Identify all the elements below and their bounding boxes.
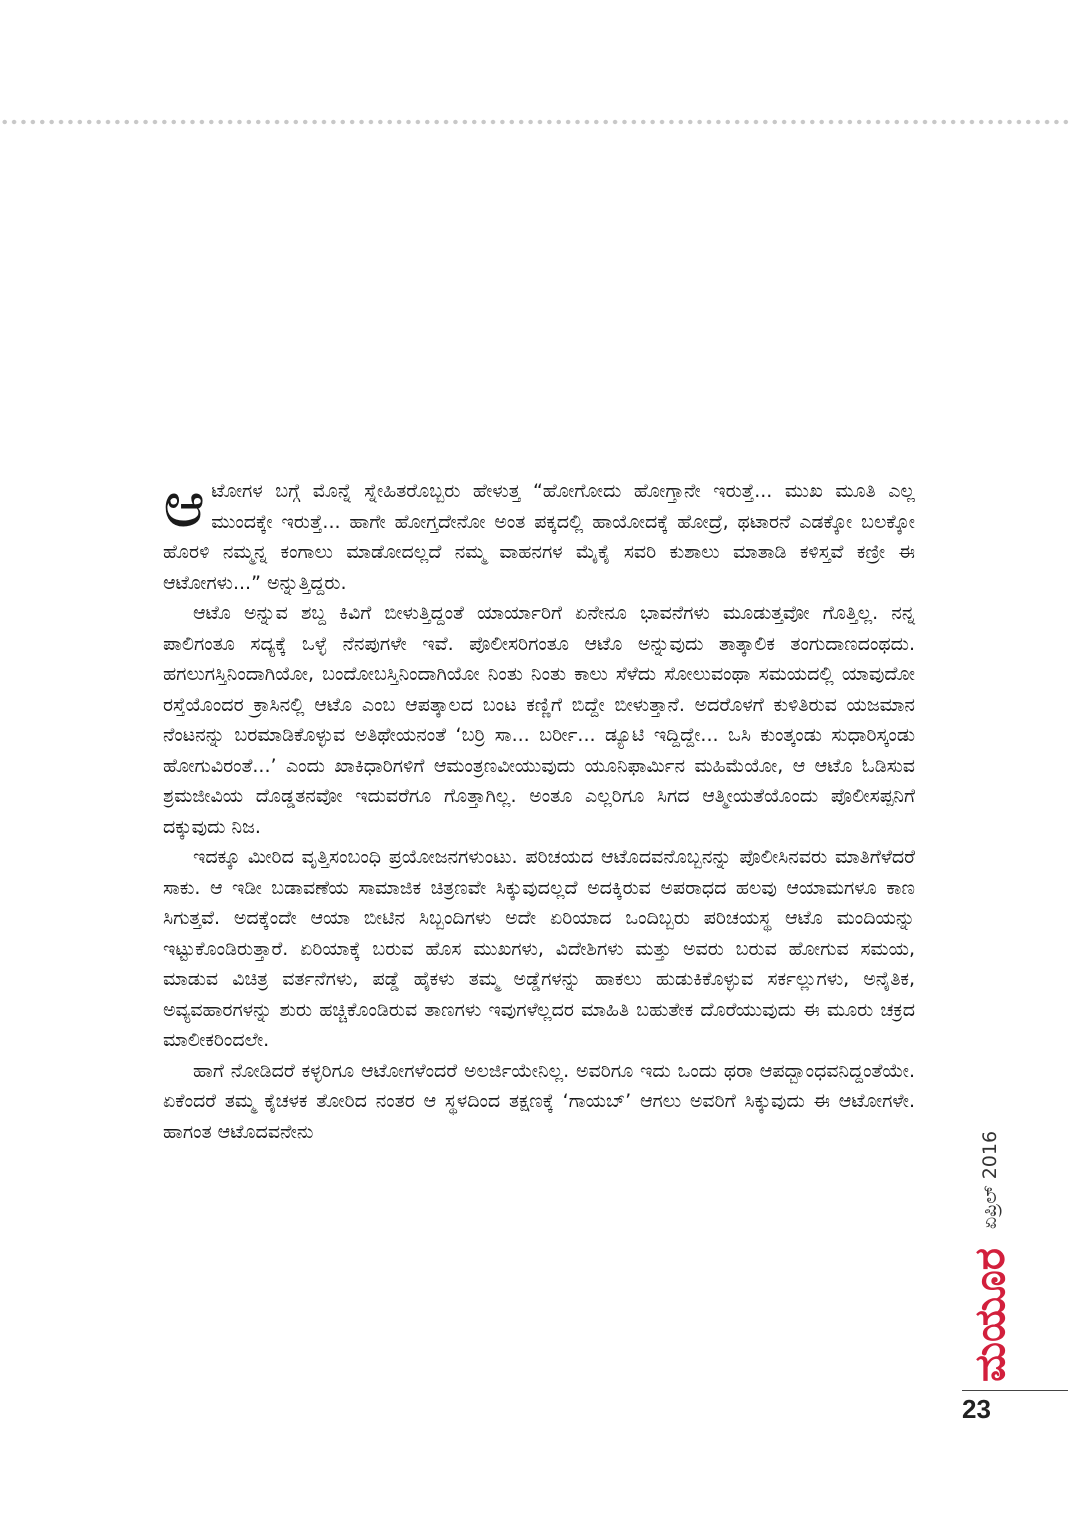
page-number: 23 <box>962 1394 991 1424</box>
paragraph-4: ಹಾಗೆ ನೋಡಿದರೆ ಕಳ್ಳರಿಗೂ ಆಟೋಗಳೆಂದರೆ ಅಲರ್ಜಿಯೇನಿಲ್ಲ. ಅವರಿಗೂ ಇದು ಒಂದು ಥರಾ ಆಪದ್ಬಾಂಧವನಿದ್ದಂತೆಯೇ. ಏಕೆಂದರೆ ತಮ್ಮ ಕೈಚಳಕ ತೋರಿದ ನಂತರ ಆ ಸ್ಥಳದಿಂದ ತಕ್ಷಣಕ್ಕೆ ‘ಗಾಯಬ್’ ಆಗಲು ಅವರಿಗೆ ಸಿಕ್ಕುವುದು ಈ ಆಟೋಗಳೇ. ಹಾಗಂತ ಆಟೊದವನೇನು <box>163 1059 915 1143</box>
issue-date <box>960 1120 1020 1240</box>
drop-cap: ಆ <box>163 468 206 542</box>
issue-date-text: ಏಪ್ರಿಲ್ 2016 <box>979 1130 1002 1230</box>
article-body <box>163 468 915 1147</box>
paragraph-1 <box>163 468 915 598</box>
paragraph-2: ಆಟೊ ಅನ್ನುವ ಶಬ್ದ ಕಿವಿಗೆ ಬೀಳುತ್ತಿದ್ದಂತೆ ಯಾರ್ಯಾರಿಗೆ ಏನೇನೂ ಭಾವನೆಗಳು ಮೂಡುತ್ತವೋ ಗೊತ್ತಿಲ್ಲ. ನನ್ನ ಪಾಲಿಗಂತೂ ಸದ್ಯಕ್ಕೆ ಒಳ್ಳೆ ನೆನಪುಗಳೇ ಇವೆ. ಪೊಲೀಸರಿಗಂತೂ ಆಟೊ ಅನ್ನುವುದು ತಾತ್ಕಾಲಿಕ ತಂಗುದಾಣದಂಥದು. ಹಗಲುಗಸ್ತಿನಿಂದಾಗಿಯೋ, ಬಂದೋಬಸ್ತಿನಿಂದಾಗಿಯೋ ನಿಂತು ನಿಂತು ಕಾಲು ಸೆಳೆದು ಸೋಲುವಂಥಾ ಸಮಯದಲ್ಲಿ ಯಾವುದೋ ರಸ್ತೆಯೊಂದರ ಕ್ರಾಸಿನಲ್ಲಿ ಆಟೊ ಎಂಬ ಆಪತ್ಕಾಲದ ಬಂಟ ಕಣ್ಣಿಗೆ ಬಿದ್ದೇ ಬೀಳುತ್ತಾನೆ. ಅದರೊಳಗೆ ಕುಳಿತಿರುವ ಯಜಮಾನ ನೆಂಟನನ್ನು ಬರಮಾಡಿಕೊಳ್ಳುವ ಅತಿಥೇಯನಂತೆ ‘ಬರ್ರಿ ಸಾ... ಬರ್ರೀ... ಡ್ಯೂಟಿ ಇದ್ದಿದ್ದೇ... ಒಸಿ ಕುಂತ್ಕಂಡು ಸುಧಾರಿಸ್ಕಂಡು ಹೋಗುವಿರಂತೆ...’ ಎಂದು ಖಾಕಿಧಾರಿಗಳಿಗೆ ಆಮಂತ್ರಣವೀಯುವುದು ಯೂನಿಫಾರ್ಮಿನ ಮಹಿಮೆಯೋ, ಆ ಆಟೊ ಓಡಿಸುವ ಶ್ರಮಜೀವಿಯ ದೊಡ್ಡತನವೋ ಇದುವರೆಗೂ ಗೊತ್ತಾಗಿಲ್ಲ. ಅಂತೂ ಎಲ್ಲರಿಗೂ ಸಿಗದ ಆತ್ಮೀಯತೆಯೊಂದು ಪೊಲೀಸಪ್ಪನಿಗೆ ದಕ್ಕುವುದು ನಿಜ. <box>163 602 915 838</box>
page-number-rule <box>962 1390 1068 1391</box>
masthead-logo <box>960 1240 1020 1390</box>
dotted-divider <box>0 118 1072 126</box>
magazine-sidebar <box>960 1120 1020 1398</box>
paragraph-1-text: ಟೋಗಳ ಬಗ್ಗೆ ಮೊನ್ನೆ ಸ್ನೇಹಿತರೊಬ್ಬರು ಹೇಳುತ್ತ “ಹೋಗೋದು ಹೋಗ್ತಾನೇ ಇರುತ್ತೆ... ಮುಖ ಮೂತಿ ಎಲ್ಲ ಮುಂದಕ್ಕೇ ಇರುತ್ತೆ... ಹಾಗೇ ಹೋಗ್ತದೇನೋ ಅಂತ ಪಕ್ಕದಲ್ಲಿ ಹಾಯೋದಕ್ಕೆ ಹೋದ್ರೆ, ಥಟಾರನೆ ಎಡಕ್ಕೋ ಬಲಕ್ಕೋ ಹೊರಳಿ ನಮ್ಮನ್ನ ಕಂಗಾಲು ಮಾಡೋದಲ್ಲದೆ ನಮ್ಮ ವಾಹನಗಳ ಮೈಕೈ ಸವರಿ ಕುಶಾಲು ಮಾತಾಡಿ ಕಳಿಸ್ತವೆ ಕಣ್ರೀ ಈ ಆಟೋಗಳು...” ಅನ್ನುತ್ತಿದ್ದರು. <box>163 480 915 594</box>
masthead-text: ಮಯೂರ <box>965 1248 1015 1382</box>
paragraph-3: ಇದಕ್ಕೂ ಮೀರಿದ ವೃತ್ತಿಸಂಬಂಧಿ ಪ್ರಯೋಜನಗಳುಂಟು. ಪರಿಚಯದ ಆಟೊದವನೊಬ್ಬನನ್ನು ಪೊಲೀಸಿನವರು ಮಾತಿಗೆಳೆದರೆ ಸಾಕು. ಆ ಇಡೀ ಬಡಾವಣೆಯ ಸಾಮಾಜಿಕ ಚಿತ್ರಣವೇ ಸಿಕ್ಕುವುದಲ್ಲದೆ ಅದಕ್ಕಿರುವ ಅಪರಾಧದ ಹಲವು ಆಯಾಮಗಳೂ ಕಾಣ ಸಿಗುತ್ತವೆ. ಅದಕ್ಕೆಂದೇ ಆಯಾ ಬೀಟಿನ ಸಿಬ್ಬಂದಿಗಳು ಅದೇ ಏರಿಯಾದ ಒಂದಿಬ್ಬರು ಪರಿಚಯಸ್ಥ ಆಟೊ ಮಂದಿಯನ್ನು ಇಟ್ಟುಕೊಂಡಿರುತ್ತಾರೆ. ಏರಿಯಾಕ್ಕೆ ಬರುವ ಹೊಸ ಮುಖಗಳು, ವಿದೇಶಿಗಳು ಮತ್ತು ಅವರು ಬರುವ ಹೋಗುವ ಸಮಯ, ಮಾಡುವ ವಿಚಿತ್ರ ವರ್ತನೆಗಳು, ಪಡ್ಡೆ ಹೈಕಳು ತಮ್ಮ ಅಡ್ಡೆಗಳನ್ನು ಹಾಕಲು ಹುಡುಕಿಕೊಳ್ಳುವ ಸರ್ಕಲ್ಲುಗಳು, ಅನೈತಿಕ, ಅವ್ಯವಹಾರಗಳನ್ನು ಶುರು ಹಚ್ಚಿಕೊಂಡಿರುವ ತಾಣಗಳು ಇವುಗಳೆಲ್ಲದರ ಮಾಹಿತಿ ಬಹುತೇಕ ದೊರೆಯುವುದು ಈ ಮೂರು ಚಕ್ರದ ಮಾಲೀಕರಿಂದಲೇ. <box>163 846 915 1051</box>
